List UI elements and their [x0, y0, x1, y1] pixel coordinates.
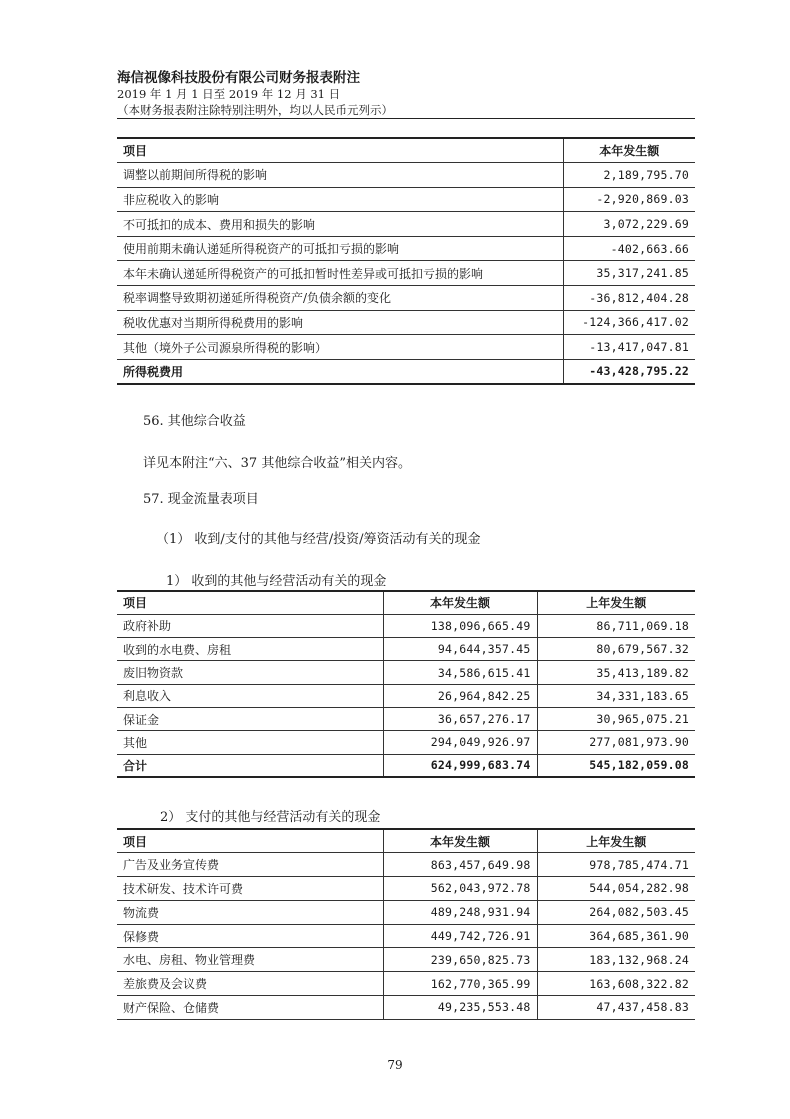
table-row	[117, 731, 695, 754]
amount-cell: 183,132,968.24	[537, 948, 695, 972]
row-label: 广告及业务宣传费	[117, 853, 383, 877]
table-row	[117, 236, 695, 261]
section-57-title: 57. 现金流量表项目	[143, 492, 259, 507]
amount-cell: 364,685,361.90	[537, 924, 695, 948]
row-label: 本年未确认递延所得税资产的可抵扣暂时性差异或可抵扣亏损的影响	[117, 261, 563, 286]
header-rule	[117, 118, 695, 119]
table-row	[117, 684, 695, 707]
amount-cell: 562,043,972.78	[383, 877, 537, 901]
row-label: 差旅费及会议费	[117, 972, 383, 996]
total-label: 合计	[117, 754, 383, 777]
row-label: 调整以前期间所得税的影响	[117, 163, 563, 188]
amount-cell: -124,366,417.02	[563, 310, 695, 335]
row-label: 税收优惠对当期所得税费用的影响	[117, 310, 563, 335]
amount-cell: 36,657,276.17	[383, 707, 537, 730]
amount-cell: 163,608,322.82	[537, 972, 695, 996]
row-label: 保证金	[117, 707, 383, 730]
amount-cell: 35,413,189.82	[537, 661, 695, 684]
total-label: 所得税费用	[117, 359, 563, 384]
total-amount: -43,428,795.22	[563, 359, 695, 384]
amount-cell: 34,586,615.41	[383, 661, 537, 684]
table-row	[117, 310, 695, 335]
table-row	[117, 261, 695, 286]
table-row	[117, 707, 695, 730]
row-label: 水电、房租、物业管理费	[117, 948, 383, 972]
total-row	[117, 359, 695, 384]
amount-cell: 544,054,282.98	[537, 877, 695, 901]
row-label: 政府补助	[117, 614, 383, 637]
row-label: 不可抵扣的成本、费用和损失的影响	[117, 212, 563, 237]
amount-cell: 80,679,567.32	[537, 638, 695, 661]
currency-note: （本财务报表附注除特别注明外，均以人民币元列示）	[117, 103, 393, 117]
table-row	[117, 614, 695, 637]
amount-cell: 2,189,795.70	[563, 163, 695, 188]
section-56-text: 详见本附注“六、37 其他综合收益”相关内容。	[143, 456, 411, 471]
column-header: 项目	[117, 829, 383, 853]
amount-cell: 294,049,926.97	[383, 731, 537, 754]
amount-cell: 94,644,357.45	[383, 638, 537, 661]
table-row	[117, 187, 695, 212]
amount-cell: 162,770,365.99	[383, 972, 537, 996]
row-label: 保修费	[117, 924, 383, 948]
total-amount: 624,999,683.74	[383, 754, 537, 777]
amount-cell: 489,248,931.94	[383, 900, 537, 924]
table-row	[117, 212, 695, 237]
table-row	[117, 335, 695, 360]
amount-cell: 978,785,474.71	[537, 853, 695, 877]
column-header: 本年发生额	[383, 829, 537, 853]
column-header: 本年发生额	[563, 138, 695, 163]
row-label: 财产保险、仓储费	[117, 996, 383, 1020]
table-row	[117, 948, 695, 972]
row-label: 收到的水电费、房租	[117, 638, 383, 661]
amount-cell: 277,081,973.90	[537, 731, 695, 754]
row-label: 技术研发、技术许可费	[117, 877, 383, 901]
report-period: 2019 年 1 月 1 日至 2019 年 12 月 31 日	[117, 87, 341, 101]
amount-cell: 47,437,458.83	[537, 996, 695, 1020]
paid-cash-table	[117, 828, 695, 1020]
row-label: 其他	[117, 731, 383, 754]
amount-cell: 86,711,069.18	[537, 614, 695, 637]
table-row	[117, 996, 695, 1020]
amount-cell: 34,331,183.65	[537, 684, 695, 707]
tax-table-header-row	[117, 138, 695, 163]
received-table-caption: 1） 收到的其他与经营活动有关的现金	[166, 574, 387, 589]
table-row	[117, 972, 695, 996]
paid-table-caption: 2） 支付的其他与经营活动有关的现金	[160, 810, 381, 825]
total-row	[117, 754, 695, 777]
document-title: 海信视像科技股份有限公司财务报表附注	[117, 70, 360, 86]
amount-cell: 3,072,229.69	[563, 212, 695, 237]
row-label: 使用前期未确认递延所得税资产的可抵扣亏损的影响	[117, 236, 563, 261]
row-label: 其他（境外子公司源泉所得税的影响）	[117, 335, 563, 360]
amount-cell: 26,964,842.25	[383, 684, 537, 707]
table-row	[117, 286, 695, 311]
column-header: 本年发生额	[383, 591, 537, 614]
amount-cell: -13,417,047.81	[563, 335, 695, 360]
row-label: 非应税收入的影响	[117, 187, 563, 212]
page-number: 79	[387, 1058, 403, 1072]
row-label: 利息收入	[117, 684, 383, 707]
amount-cell: -402,663.66	[563, 236, 695, 261]
row-label: 税率调整导致期初递延所得税资产/负债余额的变化	[117, 286, 563, 311]
table-row	[117, 900, 695, 924]
row-label: 物流费	[117, 900, 383, 924]
amount-cell: 49,235,553.48	[383, 996, 537, 1020]
column-header: 项目	[117, 138, 563, 163]
section-56-title: 56. 其他综合收益	[143, 414, 246, 429]
table-row	[117, 924, 695, 948]
column-header: 上年发生额	[537, 591, 695, 614]
amount-cell: 449,742,726.91	[383, 924, 537, 948]
received-table-header-row	[117, 591, 695, 614]
amount-cell: 863,457,649.98	[383, 853, 537, 877]
table-row	[117, 163, 695, 188]
amount-cell: 35,317,241.85	[563, 261, 695, 286]
amount-cell: 239,650,825.73	[383, 948, 537, 972]
amount-cell: 30,965,075.21	[537, 707, 695, 730]
table-row	[117, 853, 695, 877]
table-row	[117, 638, 695, 661]
table-row	[117, 877, 695, 901]
column-header: 上年发生额	[537, 829, 695, 853]
total-amount: 545,182,059.08	[537, 754, 695, 777]
amount-cell: -36,812,404.28	[563, 286, 695, 311]
paid-table-header-row	[117, 829, 695, 853]
amount-cell: 138,096,665.49	[383, 614, 537, 637]
section-57-subtitle: （1） 收到/支付的其他与经营/投资/筹资活动有关的现金	[156, 532, 481, 547]
table-row	[117, 661, 695, 684]
row-label: 废旧物资款	[117, 661, 383, 684]
received-cash-table	[117, 590, 695, 778]
column-header: 项目	[117, 591, 383, 614]
amount-cell: 264,082,503.45	[537, 900, 695, 924]
income-tax-reconciliation-table	[117, 137, 695, 385]
amount-cell: -2,920,869.03	[563, 187, 695, 212]
